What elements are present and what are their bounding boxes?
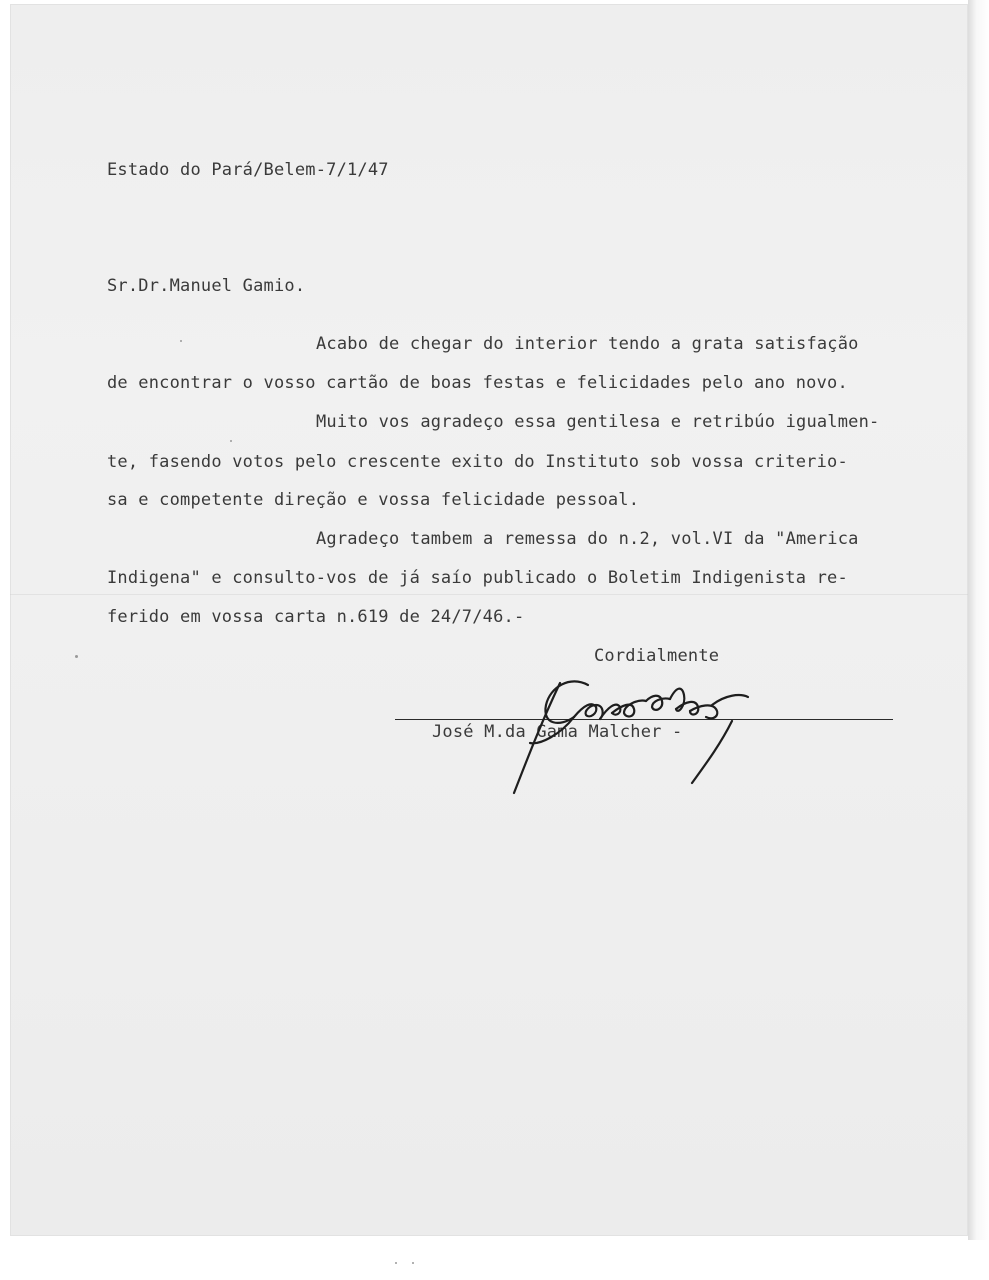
salutation: Sr.Dr.Manuel Gamio. xyxy=(107,276,306,296)
paragraph-3-line-2: Indigena" e consulto-vos de já saío publicado o Boletim Indigenista re- xyxy=(107,568,848,588)
paragraph-1-line-1: Acabo de chegar do interior tendo a grata satisfação xyxy=(316,334,859,354)
place-and-date: Estado do Pará/Belem-7/1/47 xyxy=(107,160,389,180)
scan-right-edge xyxy=(968,0,989,1240)
paragraph-2-line-2: te, fasendo votos pelo crescente exito do Instituto sob vossa criterio- xyxy=(107,452,848,472)
paragraph-2-line-3: sa e competente direção e vossa felicidade pessoal. xyxy=(107,490,640,510)
paper-crease xyxy=(10,594,968,595)
signatory-name: José M.da Gama Malcher - xyxy=(432,722,683,742)
closing: Cordialmente xyxy=(594,646,720,666)
paper-speck xyxy=(395,1262,397,1264)
handwritten-signature xyxy=(500,665,770,805)
paper-speck xyxy=(412,1262,414,1264)
paper-speck xyxy=(180,340,182,342)
paragraph-3-line-1: Agradeço tambem a remessa do n.2, vol.VI da "America xyxy=(316,529,859,549)
paper-speck xyxy=(75,655,78,658)
paragraph-3-line-3: ferido em vossa carta n.619 de 24/7/46.- xyxy=(107,607,525,627)
paragraph-2-line-1: Muito vos agradeço essa gentilesa e retribúo igualmen- xyxy=(316,412,880,432)
paper-speck xyxy=(230,440,232,442)
paragraph-1-line-2: de encontrar o vosso cartão de boas festas e felicidades pelo ano novo. xyxy=(107,373,848,393)
